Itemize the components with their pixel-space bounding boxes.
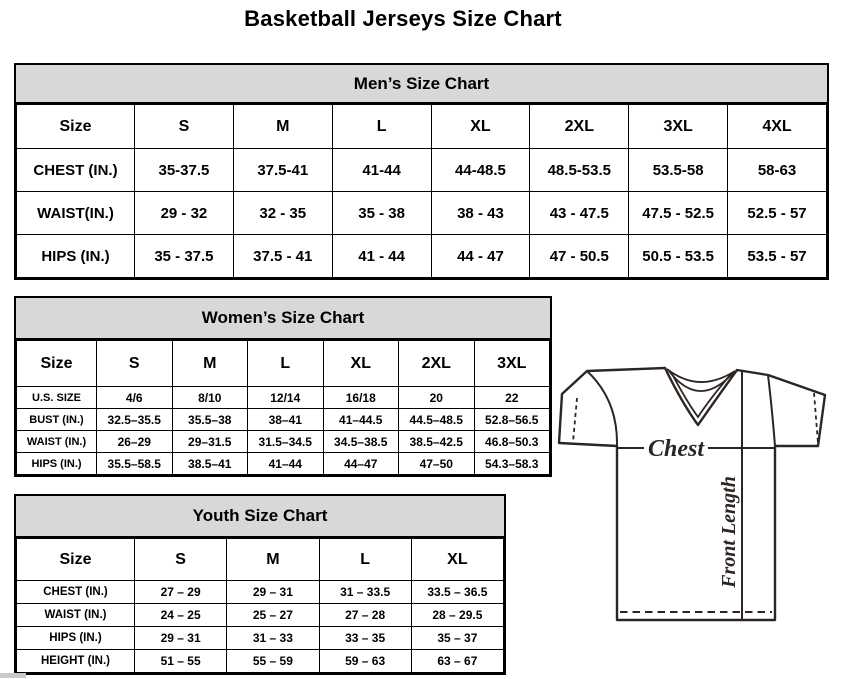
mens-row-label: WAIST(IN.) <box>17 192 135 235</box>
mens-cell: 53.5-58 <box>629 149 728 192</box>
womens-cell: 38.5–41 <box>172 453 248 475</box>
womens-cell: 35.5–58.5 <box>97 453 173 475</box>
youth-cell: 63 – 67 <box>411 650 503 673</box>
mens-row <box>17 192 827 235</box>
mens-chart-title: Men’s Size Chart <box>16 65 827 104</box>
womens-row-label: BUST (IN.) <box>17 409 97 431</box>
mens-row-label: CHEST (IN.) <box>17 149 135 192</box>
womens-cell: 41–44.5 <box>323 409 399 431</box>
mens-cell: 53.5 - 57 <box>728 235 827 278</box>
mens-cell: 37.5-41 <box>233 149 332 192</box>
womens-row <box>17 409 550 431</box>
womens-cell: 32.5–35.5 <box>97 409 173 431</box>
mens-header-cell: XL <box>431 105 530 149</box>
womens-row-label: WAIST (IN.) <box>17 431 97 453</box>
mens-cell: 41-44 <box>332 149 431 192</box>
womens-cell: 22 <box>474 387 550 409</box>
youth-header-cell: M <box>227 539 319 581</box>
mens-header-cell: 3XL <box>629 105 728 149</box>
womens-cell: 46.8–50.3 <box>474 431 550 453</box>
womens-size-chart <box>14 296 552 477</box>
womens-cell: 47–50 <box>399 453 475 475</box>
youth-row-label: HEIGHT (IN.) <box>17 650 135 673</box>
jersey-outline <box>559 368 825 620</box>
youth-row-label: WAIST (IN.) <box>17 604 135 627</box>
womens-header-row <box>17 341 550 387</box>
womens-cell: 20 <box>399 387 475 409</box>
womens-cell: 4/6 <box>97 387 173 409</box>
womens-cell: 44.5–48.5 <box>399 409 475 431</box>
youth-table <box>16 538 504 673</box>
mens-cell: 52.5 - 57 <box>728 192 827 235</box>
youth-cell: 31 – 33 <box>227 627 319 650</box>
womens-cell: 26–29 <box>97 431 173 453</box>
mens-cell: 41 - 44 <box>332 235 431 278</box>
youth-chart-title: Youth Size Chart <box>16 496 504 538</box>
youth-cell: 31 – 33.5 <box>319 581 411 604</box>
womens-cell: 44–47 <box>323 453 399 475</box>
womens-header-cell: XL <box>323 341 399 387</box>
mens-header-cell: M <box>233 105 332 149</box>
youth-header-cell: L <box>319 539 411 581</box>
youth-row-label: HIPS (IN.) <box>17 627 135 650</box>
mens-cell: 35 - 37.5 <box>135 235 234 278</box>
youth-row <box>17 650 504 673</box>
youth-cell: 28 – 29.5 <box>411 604 503 627</box>
mens-cell: 37.5 - 41 <box>233 235 332 278</box>
youth-cell: 33.5 – 36.5 <box>411 581 503 604</box>
mens-cell: 47.5 - 52.5 <box>629 192 728 235</box>
youth-row <box>17 627 504 650</box>
womens-table <box>16 340 550 475</box>
youth-row-label: CHEST (IN.) <box>17 581 135 604</box>
youth-cell: 29 – 31 <box>135 627 227 650</box>
youth-cell: 59 – 63 <box>319 650 411 673</box>
womens-header-cell: 2XL <box>399 341 475 387</box>
mens-cell: 50.5 - 53.5 <box>629 235 728 278</box>
youth-row <box>17 604 504 627</box>
youth-cell: 25 – 27 <box>227 604 319 627</box>
womens-chart-title: Women’s Size Chart <box>16 298 550 340</box>
mens-cell: 44-48.5 <box>431 149 530 192</box>
mens-table <box>16 104 827 278</box>
youth-cell: 35 – 37 <box>411 627 503 650</box>
youth-header-cell: XL <box>411 539 503 581</box>
womens-header-cell: S <box>97 341 173 387</box>
mens-header-cell: 2XL <box>530 105 629 149</box>
mens-cell: 58-63 <box>728 149 827 192</box>
womens-row <box>17 387 550 409</box>
womens-cell: 38–41 <box>248 409 324 431</box>
chest-label: Chest <box>647 436 705 462</box>
womens-size-label: Size <box>17 341 97 387</box>
womens-row-label: U.S. SIZE <box>17 387 97 409</box>
mens-row <box>17 149 827 192</box>
youth-header-row <box>17 539 504 581</box>
womens-row <box>17 453 550 475</box>
mens-row-label: HIPS (IN.) <box>17 235 135 278</box>
youth-cell: 27 – 28 <box>319 604 411 627</box>
womens-cell: 41–44 <box>248 453 324 475</box>
womens-cell: 52.8–56.5 <box>474 409 550 431</box>
youth-cell: 33 – 35 <box>319 627 411 650</box>
corner-sliver <box>0 673 26 678</box>
mens-header-cell: L <box>332 105 431 149</box>
womens-cell: 12/14 <box>248 387 324 409</box>
youth-header-cell: S <box>135 539 227 581</box>
youth-row <box>17 581 504 604</box>
womens-cell: 31.5–34.5 <box>248 431 324 453</box>
mens-cell: 32 - 35 <box>233 192 332 235</box>
youth-cell: 24 – 25 <box>135 604 227 627</box>
womens-cell: 54.3–58.3 <box>474 453 550 475</box>
womens-cell: 38.5–42.5 <box>399 431 475 453</box>
womens-cell: 8/10 <box>172 387 248 409</box>
womens-cell: 29–31.5 <box>172 431 248 453</box>
womens-header-cell: L <box>248 341 324 387</box>
front-length-label: Front Length <box>718 476 740 588</box>
youth-cell: 29 – 31 <box>227 581 319 604</box>
womens-cell: 16/18 <box>323 387 399 409</box>
mens-header-cell: S <box>135 105 234 149</box>
mens-cell: 43 - 47.5 <box>530 192 629 235</box>
youth-cell: 27 – 29 <box>135 581 227 604</box>
youth-cell: 55 – 59 <box>227 650 319 673</box>
womens-row <box>17 431 550 453</box>
womens-header-cell: 3XL <box>474 341 550 387</box>
page-title: Basketball Jerseys Size Chart <box>244 6 562 31</box>
mens-header-row <box>17 105 827 149</box>
mens-row <box>17 235 827 278</box>
womens-cell: 34.5–38.5 <box>323 431 399 453</box>
mens-cell: 48.5-53.5 <box>530 149 629 192</box>
womens-cell: 35.5–38 <box>172 409 248 431</box>
mens-cell: 35-37.5 <box>135 149 234 192</box>
mens-cell: 35 - 38 <box>332 192 431 235</box>
mens-cell: 38 - 43 <box>431 192 530 235</box>
mens-cell: 29 - 32 <box>135 192 234 235</box>
mens-cell: 47 - 50.5 <box>530 235 629 278</box>
womens-header-cell: M <box>172 341 248 387</box>
youth-size-chart <box>14 494 506 675</box>
mens-cell: 44 - 47 <box>431 235 530 278</box>
mens-size-chart <box>14 63 829 280</box>
womens-row-label: HIPS (IN.) <box>17 453 97 475</box>
youth-size-label: Size <box>17 539 135 581</box>
youth-cell: 51 – 55 <box>135 650 227 673</box>
mens-header-cell: 4XL <box>728 105 827 149</box>
mens-size-label: Size <box>17 105 135 149</box>
jersey-diagram <box>556 362 832 626</box>
